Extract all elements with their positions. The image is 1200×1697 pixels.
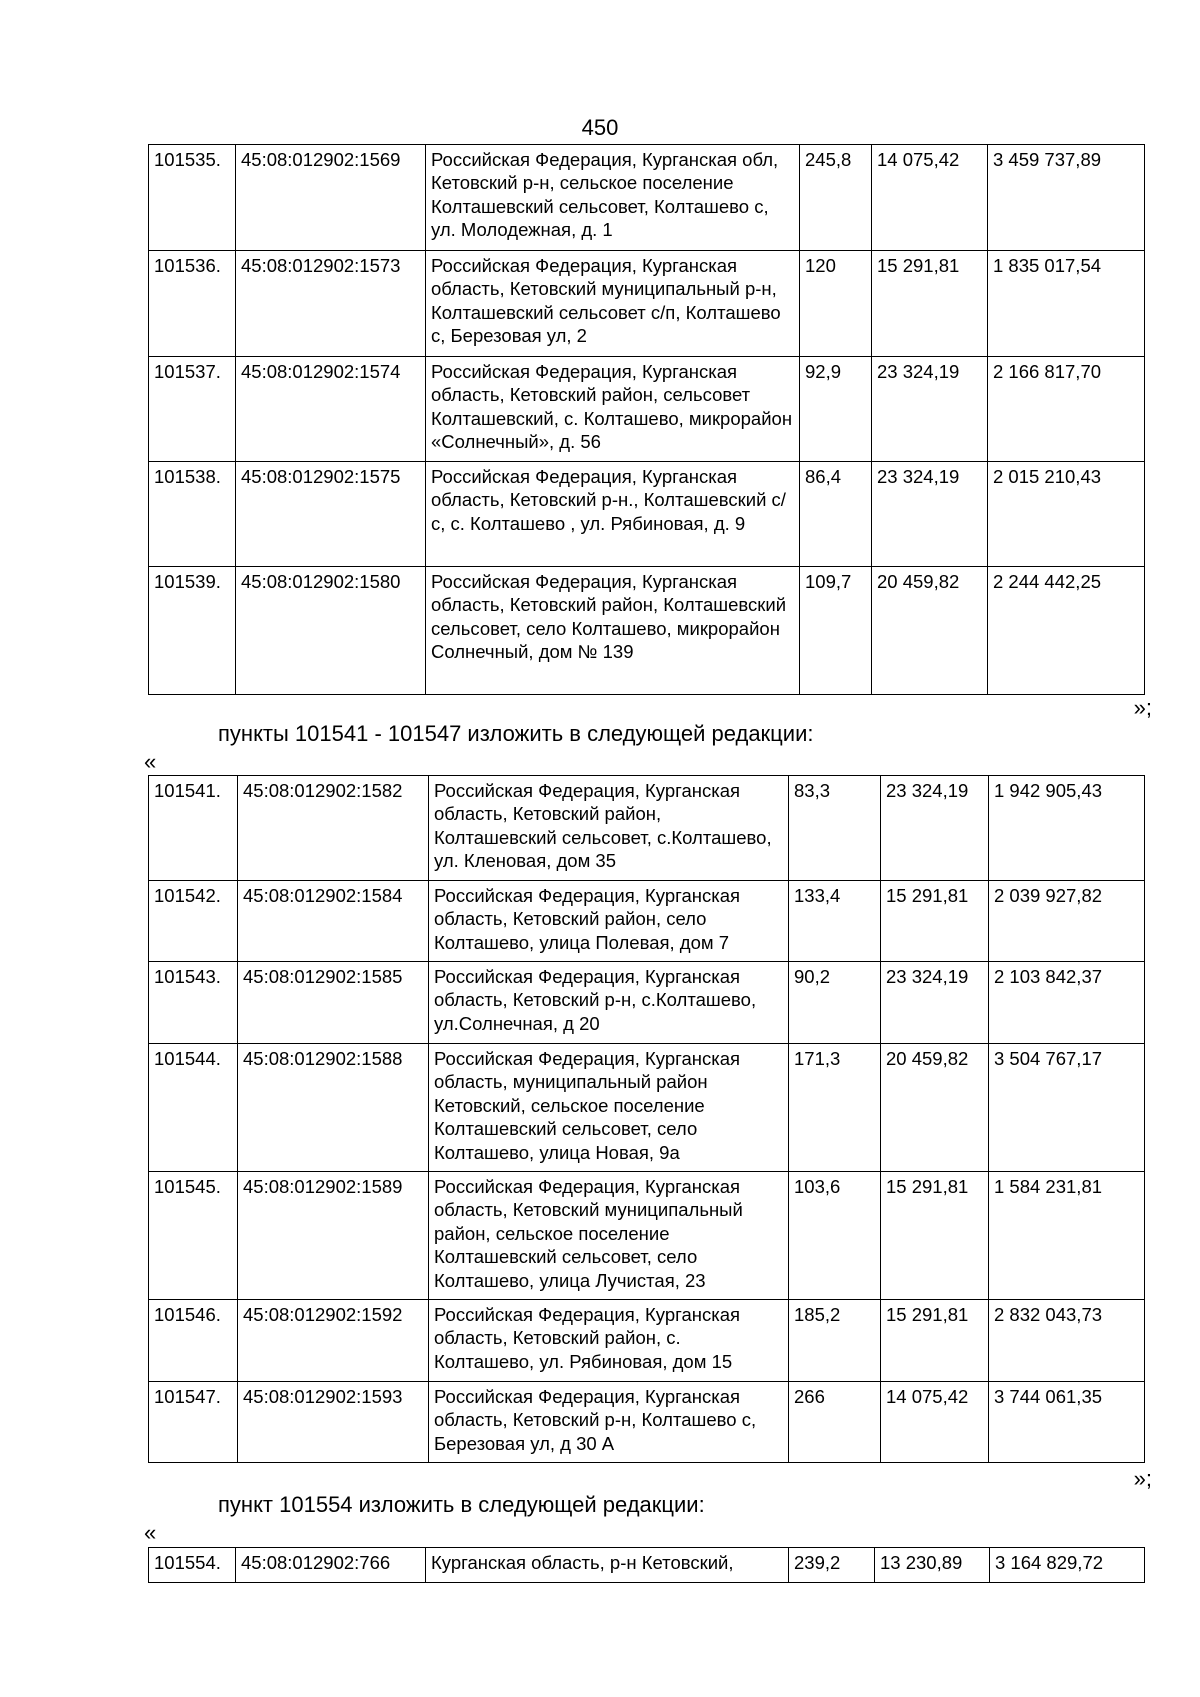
area: 83,3 bbox=[789, 776, 881, 881]
specific-value: 14 075,42 bbox=[881, 1382, 989, 1463]
cadastral-number: 45:08:012902:1588 bbox=[238, 1044, 429, 1172]
address: Российская Федерация, Курганская область, Кетовский муниципальный район, сельское поселение Колташевский сельсовет, село Колташево, улица Лучистая, 23 bbox=[429, 1172, 789, 1300]
cadastral-value: 2 832 043,73 bbox=[989, 1300, 1145, 1382]
cadastral-value: 2 039 927,82 bbox=[989, 881, 1145, 962]
address: Российская Федерация, Курганская область, Кетовский район, Колташевский сельсовет, с.Колташево, ул. Кленовая, дом 35 bbox=[429, 776, 789, 881]
area: 245,8 bbox=[800, 145, 872, 251]
table-row bbox=[149, 251, 1145, 357]
specific-value: 20 459,82 bbox=[872, 567, 988, 695]
address: Российская Федерация, Курганская область, Кетовский р-н, Колташево с, Березовая ул, д 30 А bbox=[429, 1382, 789, 1463]
cadastral-value: 3 504 767,17 bbox=[989, 1044, 1145, 1172]
row-number: 101545. bbox=[149, 1172, 238, 1300]
cadastral-number: 45:08:012902:1589 bbox=[238, 1172, 429, 1300]
table-row bbox=[149, 881, 1145, 962]
address: Российская Федерация, Курганская область, Кетовский р-н., Колташевский с/с, с. Колташево , ул. Рябиновая, д. 9 bbox=[426, 462, 800, 567]
opening-quote: « bbox=[144, 749, 157, 774]
address: Российская Федерация, Курганская область, Кетовский р-н, с.Колташево, ул.Солнечная, д 20 bbox=[429, 962, 789, 1044]
area: 86,4 bbox=[800, 462, 872, 567]
area: 239,2 bbox=[789, 1548, 875, 1583]
specific-value: 15 291,81 bbox=[881, 1300, 989, 1382]
table-row bbox=[149, 462, 1145, 567]
table-row bbox=[149, 1044, 1145, 1172]
row-number: 101536. bbox=[149, 251, 236, 357]
table-row bbox=[149, 1172, 1145, 1300]
cadastral-number: 45:08:012902:1585 bbox=[238, 962, 429, 1044]
table-row bbox=[149, 357, 1145, 462]
cadastral-value: 2 015 210,43 bbox=[988, 462, 1145, 567]
registry-table-3 bbox=[148, 1547, 1145, 1583]
row-number: 101544. bbox=[149, 1044, 238, 1172]
address: Российская Федерация, Курганская область, Кетовский район, сельсовет Колташевский, с. Колташево, микрорайон «Солнечный», д. 56 bbox=[426, 357, 800, 462]
row-number: 101554. bbox=[149, 1548, 236, 1583]
specific-value: 20 459,82 bbox=[881, 1044, 989, 1172]
address: Курганская область, р-н Кетовский, bbox=[426, 1548, 789, 1583]
registry-table-1 bbox=[148, 144, 1145, 695]
cadastral-number: 45:08:012902:1593 bbox=[238, 1382, 429, 1463]
cadastral-value: 3 459 737,89 bbox=[988, 145, 1145, 251]
closing-quote: »; bbox=[1133, 1466, 1152, 1491]
specific-value: 23 324,19 bbox=[872, 357, 988, 462]
cadastral-number: 45:08:012902:1582 bbox=[238, 776, 429, 881]
cadastral-value: 2 166 817,70 bbox=[988, 357, 1145, 462]
cadastral-number: 45:08:012902:1569 bbox=[236, 145, 426, 251]
cadastral-number: 45:08:012902:1584 bbox=[238, 881, 429, 962]
row-number: 101539. bbox=[149, 567, 236, 695]
row-number: 101537. bbox=[149, 357, 236, 462]
area: 185,2 bbox=[789, 1300, 881, 1382]
table-row bbox=[149, 776, 1145, 881]
area: 109,7 bbox=[800, 567, 872, 695]
row-number: 101543. bbox=[149, 962, 238, 1044]
cadastral-value: 1 942 905,43 bbox=[989, 776, 1145, 881]
table-row bbox=[149, 145, 1145, 251]
cadastral-number: 45:08:012902:1575 bbox=[236, 462, 426, 567]
page-number: 450 bbox=[581, 115, 619, 140]
area: 103,6 bbox=[789, 1172, 881, 1300]
cadastral-value: 1 835 017,54 bbox=[988, 251, 1145, 357]
registry-table-2 bbox=[148, 775, 1145, 1463]
row-number: 101547. bbox=[149, 1382, 238, 1463]
row-number: 101546. bbox=[149, 1300, 238, 1382]
row-number: 101538. bbox=[149, 462, 236, 567]
cadastral-number: 45:08:012902:1592 bbox=[238, 1300, 429, 1382]
specific-value: 23 324,19 bbox=[881, 776, 989, 881]
area: 133,4 bbox=[789, 881, 881, 962]
specific-value: 15 291,81 bbox=[881, 881, 989, 962]
table-row bbox=[149, 1382, 1145, 1463]
table-row bbox=[149, 1548, 1145, 1583]
cadastral-value: 2 103 842,37 bbox=[989, 962, 1145, 1044]
address: Российская Федерация, Курганская область, муниципальный район Кетовский, сельское поселение Колташевский сельсовет, село Колташево, улица Новая, 9а bbox=[429, 1044, 789, 1172]
closing-quote: »; bbox=[1133, 695, 1152, 720]
row-number: 101541. bbox=[149, 776, 238, 881]
cadastral-value: 2 244 442,25 bbox=[988, 567, 1145, 695]
row-number: 101535. bbox=[149, 145, 236, 251]
area: 266 bbox=[789, 1382, 881, 1463]
amendment-instruction: пункт 101554 изложить в следующей редакции: bbox=[218, 1492, 705, 1517]
cadastral-value: 3 744 061,35 bbox=[989, 1382, 1145, 1463]
address: Российская Федерация, Курганская обл, Кетовский р-н, сельское поселение Колташевский сельсовет, Колташево с, ул. Молодежная, д. 1 bbox=[426, 145, 800, 251]
cadastral-value: 1 584 231,81 bbox=[989, 1172, 1145, 1300]
table-row bbox=[149, 962, 1145, 1044]
specific-value: 15 291,81 bbox=[881, 1172, 989, 1300]
address: Российская Федерация, Курганская область, Кетовский район, село Колташево, улица Полевая, дом 7 bbox=[429, 881, 789, 962]
area: 90,2 bbox=[789, 962, 881, 1044]
specific-value: 13 230,89 bbox=[875, 1548, 990, 1583]
area: 92,9 bbox=[800, 357, 872, 462]
cadastral-number: 45:08:012902:1573 bbox=[236, 251, 426, 357]
specific-value: 14 075,42 bbox=[872, 145, 988, 251]
table-row bbox=[149, 1300, 1145, 1382]
cadastral-number: 45:08:012902:766 bbox=[236, 1548, 426, 1583]
address: Российская Федерация, Курганская область, Кетовский район, Колташевский сельсовет, село Колташево, микрорайон Солнечный, дом № 139 bbox=[426, 567, 800, 695]
area: 171,3 bbox=[789, 1044, 881, 1172]
address: Российская Федерация, Курганская область, Кетовский район, с. Колташево, ул. Рябиновая, дом 15 bbox=[429, 1300, 789, 1382]
row-number: 101542. bbox=[149, 881, 238, 962]
cadastral-value: 3 164 829,72 bbox=[990, 1548, 1145, 1583]
area: 120 bbox=[800, 251, 872, 357]
cadastral-number: 45:08:012902:1574 bbox=[236, 357, 426, 462]
specific-value: 23 324,19 bbox=[881, 962, 989, 1044]
amendment-instruction: пункты 101541 - 101547 изложить в следующей редакции: bbox=[218, 721, 814, 746]
address: Российская Федерация, Курганская область, Кетовский муниципальный р-н, Колташевский сельсовет с/п, Колташево с, Березовая ул, 2 bbox=[426, 251, 800, 357]
specific-value: 23 324,19 bbox=[872, 462, 988, 567]
opening-quote: « bbox=[144, 1520, 157, 1545]
table-row bbox=[149, 567, 1145, 695]
cadastral-number: 45:08:012902:1580 bbox=[236, 567, 426, 695]
specific-value: 15 291,81 bbox=[872, 251, 988, 357]
